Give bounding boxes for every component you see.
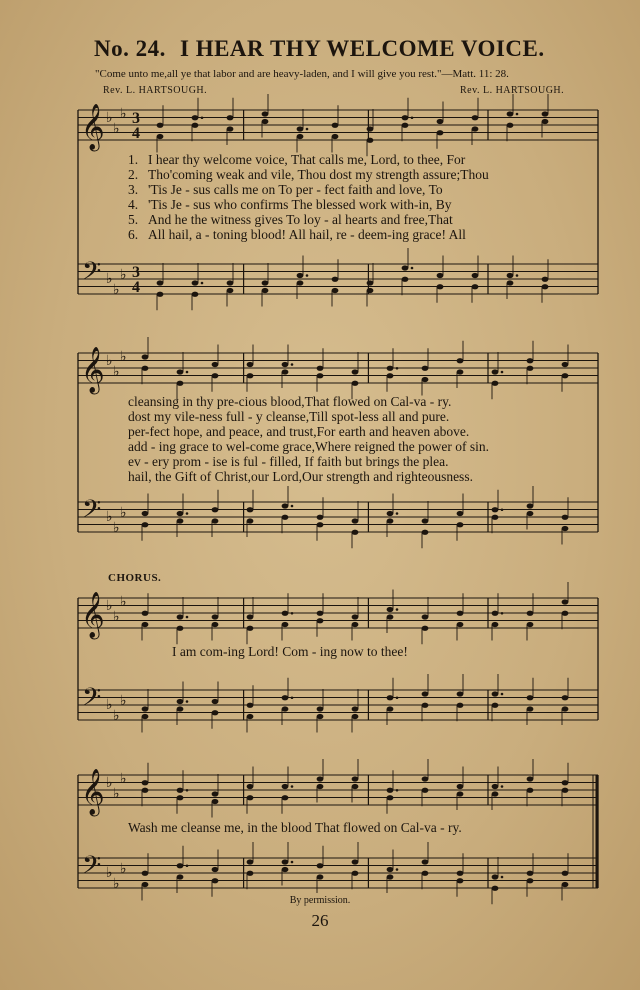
note-head [387,788,394,793]
note-head [527,358,534,363]
note-head [457,622,464,627]
note-head [422,366,429,371]
note-head [297,273,304,278]
note-head [282,503,289,508]
note-head [387,518,394,523]
note-head [142,611,149,616]
note-head [507,111,514,116]
note-head [527,788,534,793]
note-head [562,871,569,876]
note-head [507,280,514,285]
note-head [422,788,429,793]
flat-sign: ♭ [120,861,127,877]
note-head [472,273,479,278]
note-head [317,515,324,520]
note-head [492,791,499,796]
note-head [142,788,149,793]
note-head [247,859,254,864]
note-head [527,622,534,627]
note-head [352,614,359,619]
note-head [332,277,339,282]
note-head [177,699,184,704]
note-head [317,874,324,879]
note-head [352,622,359,627]
note-head [192,123,199,128]
note-dot [291,612,294,615]
verse-block-1 [128,152,489,242]
note-head [247,362,254,367]
bass-clef: 𝄢 [82,851,102,886]
flat-sign: ♭ [106,775,113,791]
note-head [457,522,464,527]
note-head [317,863,324,868]
note-head [317,522,324,527]
note-head [262,280,269,285]
note-head [527,871,534,876]
note-dot [201,282,204,285]
flat-sign: ♭ [106,271,113,287]
note-dot [291,505,294,508]
note-dot [186,700,189,703]
note-head [212,622,219,627]
note-dot [411,267,414,270]
note-head [402,123,409,128]
note-head [562,780,569,785]
note-head [142,882,149,887]
flat-sign: ♭ [113,609,120,625]
note-head [227,126,234,131]
note-head [457,511,464,516]
lyric-line: dost my vile-ness full - y cleanse,Till spot-less all and pure. [128,409,450,424]
note-head [297,134,304,139]
note-head [212,373,219,378]
note-head [282,795,289,800]
note-dot [201,116,204,119]
note-head [247,703,254,708]
note-head [457,878,464,883]
note-head [422,703,429,708]
note-head [422,859,429,864]
note-head [227,280,234,285]
note-head [562,695,569,700]
flat-sign: ♭ [106,353,113,369]
note-head [352,776,359,781]
flat-sign: ♭ [113,708,120,724]
lyric-line: 1. I hear thy welcome voice, That calls me, Lord, to thee, For [128,152,466,167]
note-head [387,874,394,879]
note-head [282,867,289,872]
note-head [367,288,374,293]
lyric-line: 3. 'Tis Je - sus calls me on To per - fect faith and love, To [128,182,443,197]
treble-clef: 𝄞 [81,347,105,393]
note-head [562,515,569,520]
note-dot [501,785,504,788]
scripture-reference: "Come unto me,all ye that labor and are heavy-laden, and I will give you rest."—Matt. 11: 28. [95,68,509,80]
note-dot [396,696,399,699]
note-head [352,784,359,789]
flat-sign: ♭ [120,349,127,365]
flat-sign: ♭ [113,876,120,892]
note-head [177,788,184,793]
note-head [177,381,184,386]
note-head [157,292,164,297]
note-dot [291,785,294,788]
note-head [262,288,269,293]
note-head [212,799,219,804]
note-head [387,511,394,516]
note-head [142,622,149,627]
time-signature: 3 [132,110,140,127]
note-head [387,706,394,711]
note-head [212,710,219,715]
note-head [157,280,164,285]
note-head [177,511,184,516]
note-head [247,871,254,876]
note-head [507,123,514,128]
note-dot [501,508,504,511]
note-head [142,706,149,711]
note-head [367,126,374,131]
note-head [492,691,499,696]
note-head [422,626,429,631]
note-head [562,882,569,887]
lyric-line: 5. And he the witness gives To loy - al hearts and free,That [128,212,453,227]
note-head [142,714,149,719]
note-head [457,791,464,796]
flat-sign: ♭ [113,786,120,802]
words-author: Rev. L. HARTSOUGH. [103,85,208,96]
flat-sign: ♭ [120,693,127,709]
flat-sign: ♭ [120,267,127,283]
note-head [527,776,534,781]
note-head [387,795,394,800]
note-head [422,776,429,781]
note-head [142,871,149,876]
time-signature: 3 [132,264,140,281]
note-head [157,123,164,128]
note-dot [291,861,294,864]
note-head [492,507,499,512]
note-head [247,795,254,800]
note-dot [186,864,189,867]
note-dot [516,274,519,277]
note-head [247,507,254,512]
note-head [437,119,444,124]
note-head [507,273,514,278]
note-head [177,369,184,374]
note-head [457,703,464,708]
hymn-number: No. 24. [94,36,166,61]
note-head [562,362,569,367]
treble-clef: 𝄞 [81,104,105,150]
flat-sign: ♭ [113,282,120,298]
note-head [422,871,429,876]
note-head [282,611,289,616]
note-head [367,138,374,143]
note-head [542,119,549,124]
note-head [227,288,234,293]
flat-sign: ♭ [106,697,113,713]
note-head [402,265,409,270]
note-head [387,867,394,872]
flat-sign: ♭ [113,364,120,380]
note-head [437,284,444,289]
note-dot [306,128,309,131]
note-head [142,366,149,371]
note-head [177,626,184,631]
note-head [527,503,534,508]
time-signature: 4 [132,125,140,142]
note-head [492,381,499,386]
note-dot [396,608,399,611]
note-head [212,867,219,872]
note-dot [501,876,504,879]
note-head [317,776,324,781]
chorus-label: CHORUS. [108,572,162,584]
verse-block-2 [128,394,489,484]
note-head [177,863,184,868]
note-head [262,111,269,116]
note-head [142,511,149,516]
note-dot [186,789,189,792]
note-head [492,611,499,616]
note-dot [411,116,414,119]
note-head [527,706,534,711]
note-dot [516,113,519,116]
flat-sign: ♭ [106,110,113,126]
note-head [352,859,359,864]
note-head [192,280,199,285]
chorus-lyric-1: I am com-ing Lord! Com - ing now to thee! [172,644,408,659]
note-head [282,362,289,367]
note-head [317,373,324,378]
bass-clef: 𝄢 [82,495,102,530]
note-head [282,622,289,627]
note-head [387,614,394,619]
note-dot [186,616,189,619]
note-head [527,366,534,371]
note-head [457,691,464,696]
lyric-line: per-fect hope, and peace, and trust,For earth and heaven above. [128,424,470,439]
note-head [212,791,219,796]
note-head [247,784,254,789]
note-head [192,115,199,120]
flat-sign: ♭ [106,865,113,881]
note-dot [291,696,294,699]
note-dot [186,512,189,515]
time-signature: 4 [132,279,140,296]
note-head [352,518,359,523]
treble-clef: 𝄞 [81,769,105,815]
note-dot [396,789,399,792]
lyric-line: cleansing in thy pre-cious blood,That flowed on Cal-va - ry. [128,394,452,409]
note-head [437,130,444,135]
music-author: Rev. L. HARTSOUGH. [460,85,565,96]
note-head [282,515,289,520]
note-head [457,369,464,374]
note-head [387,366,394,371]
note-dot [396,367,399,370]
note-head [422,614,429,619]
note-head [562,706,569,711]
chorus-lyric-2: Wash me cleanse me, in the blood That flowed on Cal-va - ry. [128,820,462,835]
note-head [492,784,499,789]
note-head [542,277,549,282]
note-head [492,369,499,374]
note-head [457,871,464,876]
note-head [527,611,534,616]
note-dot [396,512,399,515]
flat-sign: ♭ [120,771,127,787]
note-head [317,618,324,623]
lyric-line: ev - ery prom - ise is ful - filled, If faith but brings the plea. [128,454,449,469]
note-head [282,859,289,864]
note-head [282,784,289,789]
note-head [457,611,464,616]
note-head [542,111,549,116]
note-head [542,284,549,289]
note-head [562,373,569,378]
flat-sign: ♭ [120,106,127,122]
note-head [387,695,394,700]
note-head [332,123,339,128]
note-head [472,115,479,120]
lyric-line: hail, the Gift of Christ,our Lord,Our strength and righteousness. [128,469,473,484]
note-head [492,622,499,627]
note-dot [396,868,399,871]
note-head [422,691,429,696]
note-head [317,611,324,616]
note-head [247,518,254,523]
note-head [352,369,359,374]
note-head [387,373,394,378]
note-head [352,714,359,719]
note-head [472,284,479,289]
note-head [492,515,499,520]
note-head [472,126,479,131]
note-head [492,874,499,879]
note-head [527,695,534,700]
note-head [177,706,184,711]
note-head [282,695,289,700]
note-head [142,354,149,359]
note-head [247,714,254,719]
note-head [177,518,184,523]
note-head [352,706,359,711]
note-head [317,706,324,711]
note-dot [501,371,504,374]
note-head [317,714,324,719]
note-head [562,599,569,604]
note-head [457,358,464,363]
note-head [157,134,164,139]
note-head [177,614,184,619]
note-head [282,369,289,374]
note-dot [186,371,189,374]
note-head [212,699,219,704]
note-head [142,780,149,785]
note-head [387,607,394,612]
note-head [247,626,254,631]
note-head [562,611,569,616]
note-head [492,703,499,708]
bass-clef: 𝄢 [82,257,102,292]
note-head [422,530,429,535]
note-head [562,526,569,531]
note-head [247,614,254,619]
note-head [492,886,499,891]
note-head [282,706,289,711]
note-head [297,280,304,285]
note-head [352,871,359,876]
lyric-line: 2. Tho'coming weak and vile, Thou dost my strength assure;Thou [128,167,489,182]
flat-sign: ♭ [106,509,113,525]
note-head [317,366,324,371]
permission-note: By permission. [289,895,351,906]
flat-sign: ♭ [120,505,127,521]
note-head [422,518,429,523]
note-head [212,507,219,512]
note-dot [291,363,294,366]
note-head [332,288,339,293]
hymn-title: I HEAR THY WELCOME VOICE. [180,36,545,61]
note-head [562,788,569,793]
note-head [212,362,219,367]
note-dot [501,693,504,696]
lyric-line: 6. All hail, a - toning blood! All hail, re - deem-ing grace! All [128,227,466,242]
note-head [527,511,534,516]
note-head [367,280,374,285]
note-dot [501,612,504,615]
note-head [177,874,184,879]
note-head [527,878,534,883]
note-head [212,614,219,619]
note-head [262,119,269,124]
note-head [352,381,359,386]
note-head [212,878,219,883]
note-head [212,518,219,523]
flat-sign: ♭ [113,520,120,536]
note-head [317,784,324,789]
note-head [227,115,234,120]
note-head [332,134,339,139]
lyric-line: add - ing grace to wel-come grace,Where reigned the power of sin. [128,439,489,454]
lyric-line: 4. 'Tis Je - sus who confirms The blessed work with-in, By [128,197,452,212]
flat-sign: ♭ [106,598,113,614]
note-head [402,277,409,282]
bass-clef: 𝄢 [82,683,102,718]
note-head [352,530,359,535]
note-head [297,126,304,131]
flat-sign: ♭ [120,594,127,610]
note-head [177,795,184,800]
note-dot [306,274,309,277]
note-head [247,373,254,378]
note-head [142,522,149,527]
note-head [192,292,199,297]
note-head [457,784,464,789]
note-head [402,115,409,120]
note-head [437,273,444,278]
flat-sign: ♭ [113,121,120,137]
treble-clef: 𝄞 [81,592,105,638]
note-head [422,377,429,382]
page-number: 26 [311,911,329,930]
